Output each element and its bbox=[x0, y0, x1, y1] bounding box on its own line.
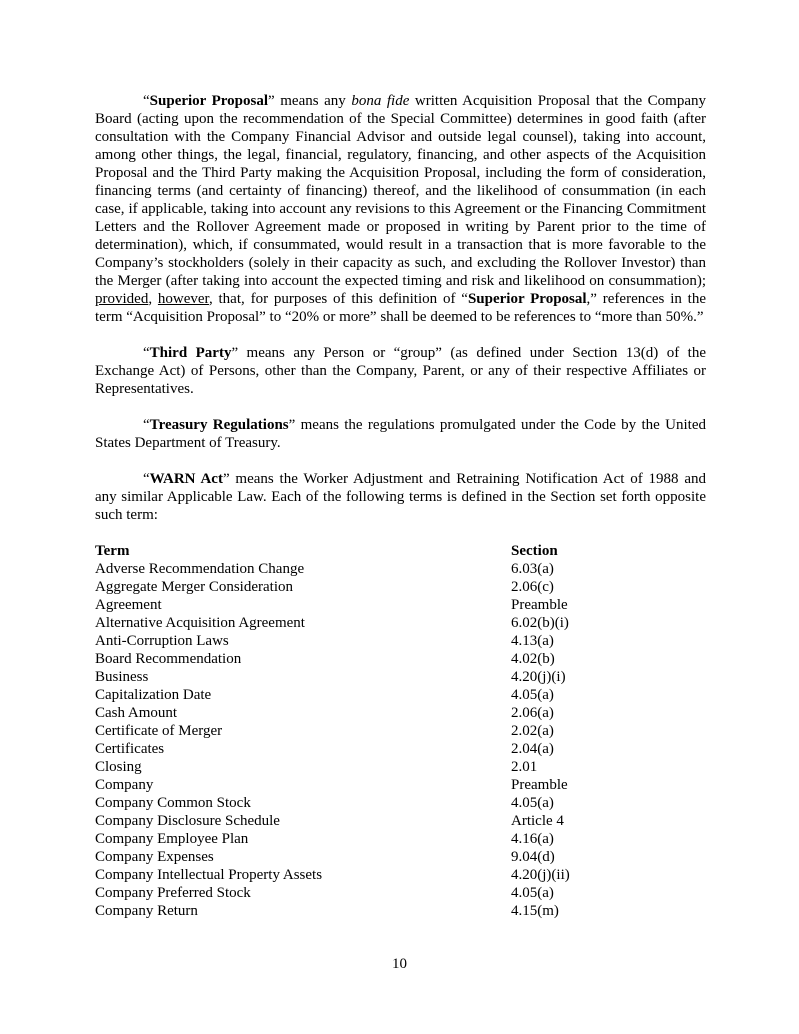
term-cell: Company Expenses bbox=[95, 849, 214, 865]
section-cell: 2.04(a) bbox=[511, 741, 554, 757]
definition-text: , that, for purposes of this definition of “ bbox=[208, 291, 468, 307]
underlined-word: provided bbox=[95, 291, 149, 307]
defined-terms-table bbox=[95, 542, 706, 920]
section-cell: 2.01 bbox=[511, 759, 538, 775]
term-cell: Company Preferred Stock bbox=[95, 885, 251, 901]
definition-warn-act bbox=[95, 470, 706, 524]
table-row bbox=[95, 614, 706, 632]
term-cell: Certificates bbox=[95, 741, 165, 757]
table-row bbox=[95, 668, 706, 686]
table-row bbox=[95, 632, 706, 650]
section-cell: 6.03(a) bbox=[511, 561, 554, 577]
term-cell: Company Return bbox=[95, 903, 198, 919]
table-row bbox=[95, 812, 706, 830]
definition-treasury-regulations bbox=[95, 416, 706, 452]
section-cell: Preamble bbox=[511, 777, 568, 793]
term-cell: Company Disclosure Schedule bbox=[95, 813, 280, 829]
term-cell: Company Common Stock bbox=[95, 795, 251, 811]
section-cell: Preamble bbox=[511, 597, 568, 613]
table-row bbox=[95, 686, 706, 704]
term-cell: Company bbox=[95, 777, 154, 793]
definition-text: ” means the Worker Adjustment and Retraining Notification Act of 1988 and any similar Applicable Law. Each of the following terms is defined in the Section set forth opposite such term: bbox=[95, 471, 706, 523]
term-cell: Anti-Corruption Laws bbox=[95, 633, 229, 649]
term-cell: Agreement bbox=[95, 597, 162, 613]
section-cell: 4.20(j)(ii) bbox=[511, 867, 570, 883]
table-row bbox=[95, 758, 706, 776]
definition-text: ,” references in the term “Acquisition Proposal” to “20% or more” shall be deemed to be references to “more than 50%.” bbox=[95, 291, 707, 325]
definition-text: ” means any Person or “group” (as defined under Section 13(d) of the Exchange Act) of Persons, other than the Company, Parent, or any of their respective Affiliates or Representatives. bbox=[95, 345, 706, 397]
page-number: 10 bbox=[392, 956, 407, 972]
document-page bbox=[95, 92, 706, 920]
section-cell: 9.04(d) bbox=[511, 849, 555, 865]
definition-third-party bbox=[95, 344, 706, 398]
table-row bbox=[95, 884, 706, 902]
table-row bbox=[95, 776, 706, 794]
section-cell: 4.05(a) bbox=[511, 687, 554, 703]
table-row bbox=[95, 830, 706, 848]
defined-term: Treasury Regulations bbox=[149, 417, 289, 433]
table-row bbox=[95, 722, 706, 740]
table-row bbox=[95, 902, 706, 920]
section-cell: 2.02(a) bbox=[511, 723, 554, 739]
table-row bbox=[95, 740, 706, 758]
defined-term: Superior Proposal bbox=[149, 93, 269, 109]
definition-text: ” means the regulations promulgated under the Code by the United States Department of Treasury. bbox=[95, 417, 706, 451]
section-cell: 4.13(a) bbox=[511, 633, 554, 649]
table-row bbox=[95, 578, 706, 596]
table-header-row bbox=[95, 542, 706, 560]
term-cell: Alternative Acquisition Agreement bbox=[95, 615, 305, 631]
section-cell: Article 4 bbox=[511, 813, 564, 829]
term-cell: Capitalization Date bbox=[95, 687, 212, 703]
term-cell: Board Recommendation bbox=[95, 651, 242, 667]
definition-text: ” means any bbox=[268, 93, 352, 109]
section-cell: 4.05(a) bbox=[511, 885, 554, 901]
table-row bbox=[95, 866, 706, 884]
term-cell: Business bbox=[95, 669, 149, 685]
header-section: Section bbox=[511, 543, 558, 559]
section-cell: 4.05(a) bbox=[511, 795, 554, 811]
definition-text: , bbox=[148, 291, 158, 307]
quote-open: “ bbox=[143, 471, 150, 487]
table-row bbox=[95, 704, 706, 722]
section-cell: 2.06(c) bbox=[511, 579, 554, 595]
quote-open: “ bbox=[143, 345, 150, 361]
header-term: Term bbox=[95, 543, 130, 559]
table-row bbox=[95, 560, 706, 578]
italic-term: bona fide bbox=[351, 93, 410, 109]
term-cell: Adverse Recommendation Change bbox=[95, 561, 305, 577]
term-cell: Certificate of Merger bbox=[95, 723, 223, 739]
table-row bbox=[95, 848, 706, 866]
section-cell: 4.20(j)(i) bbox=[511, 669, 566, 685]
defined-term: Third Party bbox=[149, 345, 232, 361]
term-cell: Aggregate Merger Consideration bbox=[95, 579, 293, 595]
quote-open: “ bbox=[143, 93, 150, 109]
term-cell: Cash Amount bbox=[95, 705, 178, 721]
term-cell: Company Intellectual Property Assets bbox=[95, 867, 323, 883]
underlined-word: however bbox=[157, 291, 209, 307]
section-cell: 4.02(b) bbox=[511, 651, 555, 667]
section-cell: 2.06(a) bbox=[511, 705, 554, 721]
table-row bbox=[95, 794, 706, 812]
section-cell: 6.02(b)(i) bbox=[511, 615, 569, 631]
quote-open: “ bbox=[143, 417, 150, 433]
defined-term: Superior Proposal bbox=[467, 291, 587, 307]
definition-superior-proposal bbox=[95, 92, 706, 326]
table-row bbox=[95, 596, 706, 614]
defined-term: WARN Act bbox=[149, 471, 223, 487]
table-row bbox=[95, 650, 706, 668]
section-cell: 4.16(a) bbox=[511, 831, 554, 847]
term-cell: Company Employee Plan bbox=[95, 831, 249, 847]
term-cell: Closing bbox=[95, 759, 142, 775]
section-cell: 4.15(m) bbox=[511, 903, 559, 919]
definition-text: written Acquisition Proposal that the Company Board (acting upon the recommendation of the Special Committee) determines in good faith (after consultation with the Company Financial Advisor and outside legal counsel), taking into account, among other things, the legal, financial, regulatory, financing, and other aspects of the Acquisition Proposal and the Third Party making the Acquisition Proposal, including the form of consideration, financing terms (and certainty of financing) thereof, and the likelihood of consummation (in each case, if applicable, taking into account any revisions to this Agreement or the Financing Commitment Letters and the Rollover Agreement made or proposed in writing by Parent prior to the time of determination), which, if consummated, would result in a transaction that is more favorable to the Company’s stockholders (solely in their capacity as such, and excluding the Rollover Investor) than the Merger (after taking into account the expected timing and risk and likelihood on consummation); bbox=[95, 93, 706, 289]
